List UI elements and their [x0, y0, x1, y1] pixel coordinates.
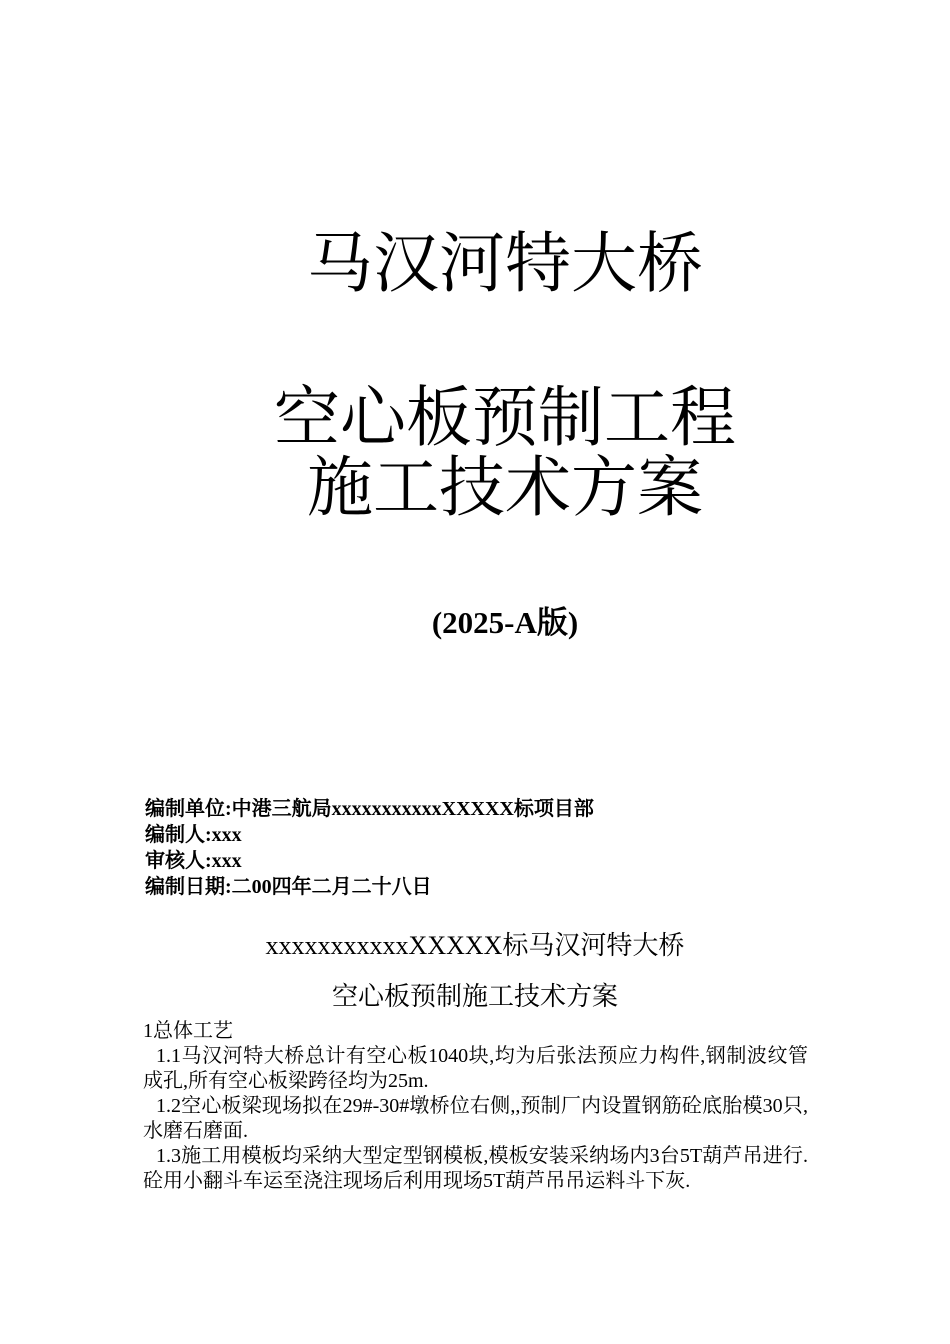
section-title: 1总体工艺 [143, 1020, 233, 1042]
paragraph: 1.2空心板梁现场拟在29#-30#墩桥位右侧,,预制厂内设置钢筋砼底胎模30只,水磨石磨面. [143, 1095, 808, 1142]
reviewer: 审核人:xxx [145, 850, 242, 872]
compiler: 编制人:xxx [145, 824, 242, 846]
cover-title-line-3: 施工技术方案 [307, 449, 703, 526]
document-subheading: 空心板预制施工技术方案 [331, 982, 618, 1011]
version-label: (2025-A版) [431, 605, 579, 640]
paragraph: 1.1马汉河特大桥总计有空心板1040块,均为后张法预应力构件,钢制波纹管成孔,所有空心板梁跨径均为25m. [143, 1045, 808, 1092]
document-meta [145, 796, 594, 900]
compiling-unit: 编制单位:中港三航局xxxxxxxxxxxXXXXX标项目部 [145, 798, 594, 820]
cover-title-line-2: 空心板预制工程 [274, 379, 736, 456]
paragraph: 1.3施工用模板均采纳大型定型钢模板,模板安装采纳场内3台5T葫芦吊进行.砼用小翻斗车运至浇注现场后利用现场5T葫芦吊吊运料斗下灰. [143, 1145, 808, 1192]
compile-date: 编制日期:二00四年二月二十八日 [145, 876, 432, 898]
cover-title-line-1: 马汉河特大桥 [307, 225, 703, 302]
document-body [143, 1019, 808, 1194]
document-heading: xxxxxxxxxxxXXXXX标马汉河特大桥 [265, 931, 685, 960]
